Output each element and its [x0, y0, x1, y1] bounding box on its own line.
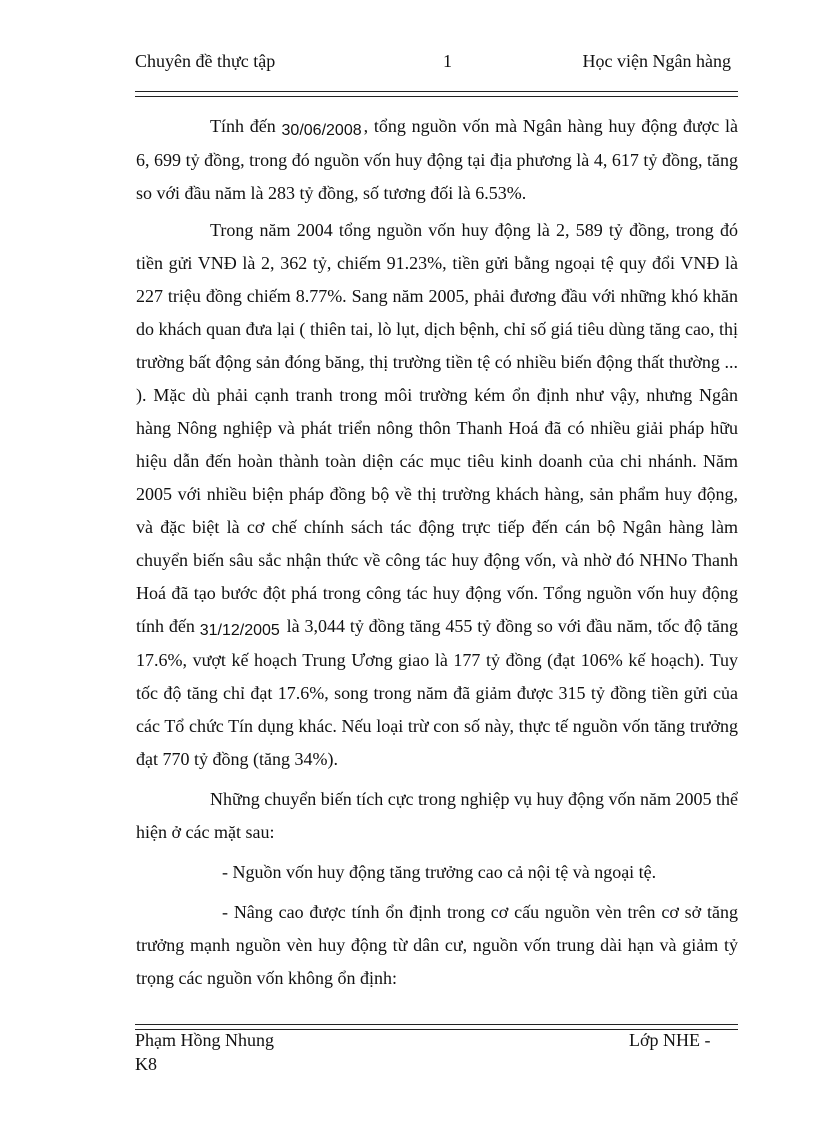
- paragraph-2-text-end: là 3,044 tỷ đồng tăng 455 tỷ đồng so với đầu năm, tốc độ tăng 17.6%, vượt kế hoạch Trung Ương giao là 177 tỷ đồng (đạt 106% kế hoạch). Tuy tốc độ tăng chỉ đạt 17.6%, song trong năm đã giảm được 315 tỷ đồng tiền gửi của các Tổ chức Tín dụng khác. Nếu loại trừ con số này, thực tế nguồn vốn tăng trưởng đạt 770 tỷ đồng (tăng 34%).: [136, 616, 739, 769]
- page-number: 1: [443, 51, 452, 71]
- paragraph-1-text-start: Tính đến: [210, 116, 282, 136]
- paragraph-2-date: 31/12/2005: [199, 622, 280, 639]
- header-title-left: Chuyên đề thực tập: [135, 51, 276, 71]
- paragraph-2-text-start: Trong năm 2004 tổng nguồn vốn huy động là 2, 589 tỷ đồng, trong đó tiền gửi VNĐ là 2, 362 tỷ, chiếm 91.23%, tiền gửi bằng ngoại tệ quy đổi VNĐ là 227 triệu đồng chiếm 8.77%. Sang năm 2005, phải đương đầu với những khó khăn do khách quan đưa lại ( thiên tai, lò lụt, dịch bệnh, chỉ số giá tiêu dùng tăng cao, thị trường bất động sản đóng băng, thị trường tiền tệ có nhiều biến động thất thường ... ). Mặc dù phải cạnh tranh trong môi trường kém ổn định như vậy, nhưng Ngân hàng Nông nghiệp và phát triển nông thôn Thanh Hoá đã có nhiều giải pháp hữu hiệu dẫn đến hoàn thành toàn diện các mục tiêu kinh doanh của chi nhánh. Năm 2005 với nhiều biện pháp đồng bộ về thị trường khách hàng, sản phẩm huy động, và đặc biệt là cơ chế chính sách tác động trực tiếp đến cán bộ Ngân hàng làm chuyển biến sâu sắc nhận thức về công tác huy động vốn, và nhờ đó NHNo Thanh Hoá đã tạo bước đột phá trong công tác huy động vốn. Tổng nguồn vốn huy động tính đến: [136, 220, 738, 636]
- paragraph-1-date: 30/06/2008: [281, 122, 362, 139]
- document-body: [136, 110, 738, 995]
- footer-author: Phạm Hồng Nhung K8: [135, 1030, 274, 1074]
- paragraph-2: [136, 214, 738, 776]
- header-divider: [135, 91, 738, 97]
- paragraph-3: Những chuyển biến tích cực trong nghiệp vụ huy động vốn năm 2005 thể hiện ở các mặt sau:: [136, 789, 738, 842]
- bullet-item-1: - Nguồn vốn huy động tăng trưởng cao cả nội tệ và ngoại tệ.: [222, 862, 657, 882]
- paragraph-1-text-end: , tổng nguồn vốn mà Ngân hàng huy động được là 6, 699 tỷ đồng, trong đó nguồn vốn huy động tại địa phương là 4, 617 tỷ đồng, tăng so với đầu năm là 283 tỷ đồng, số tương đối là 6.53%.: [136, 116, 738, 203]
- header-title-right: Học viện Ngân hàng: [582, 51, 731, 71]
- footer-class: Lớp NHE -: [629, 1030, 711, 1050]
- page-header: [135, 49, 737, 73]
- bullet-item-2: - Nâng cao được tính ổn định trong cơ cấu nguồn vèn trên cơ sở tăng trưởng mạnh nguồn vèn huy động từ dân cư, nguồn vốn trung dài hạn và giảm tỷ trọng các nguồn vốn không ổn định:: [136, 902, 738, 988]
- paragraph-1: [136, 110, 738, 210]
